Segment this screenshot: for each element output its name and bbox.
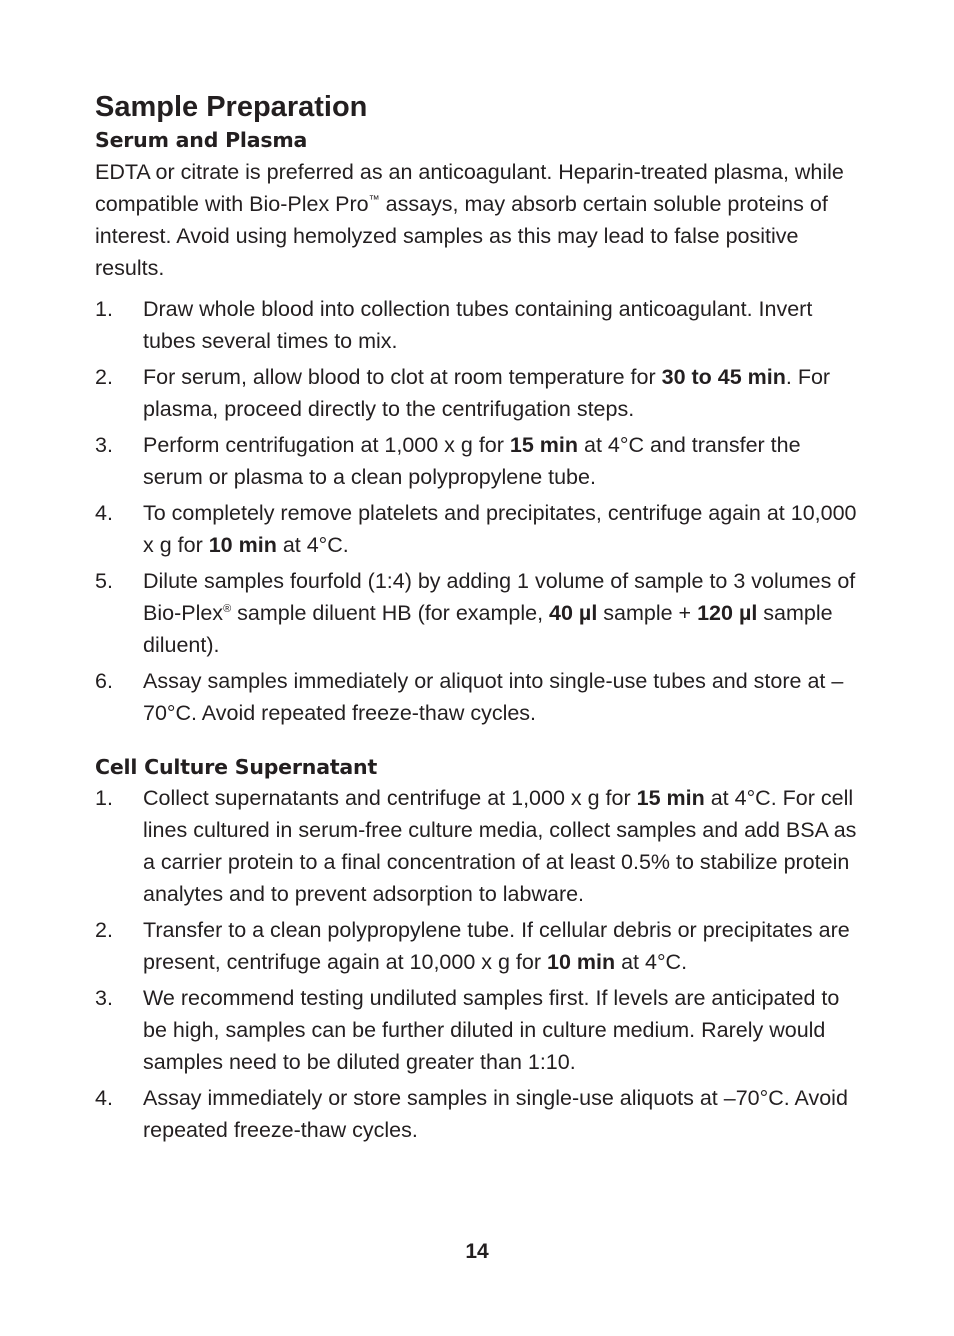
list-item <box>95 293 865 357</box>
step-text: Assay samples immediately or aliquot into single-use tubes and store at –70°C. Avoid repeated freeze-thaw cycles. <box>143 669 844 725</box>
serum-steps-list <box>95 293 865 729</box>
page-number: 14 <box>465 1240 489 1263</box>
step-text: To completely remove platelets and precipitates, centrifuge again at 10,000 x g for <box>143 501 857 557</box>
step-text: . For plasma, proceed directly to the centrifugation steps. <box>143 365 831 421</box>
trademark-symbol: ™ <box>368 194 380 206</box>
list-item <box>95 361 865 425</box>
step-number: 6. <box>95 669 113 693</box>
step-text: We recommend testing undiluted samples first. If levels are anticipated to be high, samples can be further diluted in culture medium. Rarely would samples need to be diluted greater than 1:10. <box>143 986 840 1074</box>
step-number: 5. <box>95 569 113 593</box>
culture-steps-list <box>95 782 865 1146</box>
step-number: 4. <box>95 1086 113 1110</box>
intro-text-a: EDTA or citrate is preferred as an anticoagulant. Heparin-treated plasma, while compatible with Bio-Plex Pro <box>95 160 844 216</box>
step-text: For serum, allow blood to clot at room temperature for <box>143 365 662 389</box>
step-number: 3. <box>95 433 113 457</box>
section-heading-culture: Cell Culture Supernatant <box>95 755 378 779</box>
step-emphasis: 120 µl <box>697 601 758 625</box>
step-emphasis: 40 µl <box>549 601 598 625</box>
step-emphasis: 30 to 45 min <box>661 365 786 389</box>
step-emphasis: 15 min <box>509 433 579 457</box>
step-number: 4. <box>95 501 113 525</box>
registered-symbol: ® <box>223 603 232 615</box>
list-item <box>95 565 865 661</box>
step-text: sample diluent HB (for example, <box>231 601 550 625</box>
step-text: at 4°C. For cell lines cultured in serum-free culture media, collect samples and add BSA as a carrier protein to a final concentration of at least 0.5% to stabilize protein analytes and to prevent adsorption to labware. <box>143 786 857 906</box>
list-item <box>95 665 865 729</box>
section-heading-serum: Serum and Plasma <box>95 128 308 152</box>
step-text: at 4°C and transfer the serum or plasma to a clean polypropylene tube. <box>143 433 801 489</box>
list-item <box>95 429 865 493</box>
page-title: Sample Preparation <box>95 91 368 123</box>
step-text: Assay immediately or store samples in single-use aliquots at –70°C. Avoid repeated freeze-thaw cycles. <box>143 1086 848 1142</box>
list-item <box>95 497 865 561</box>
step-emphasis: 15 min <box>636 786 705 810</box>
step-emphasis: 10 min <box>208 533 277 557</box>
step-text: Collect supernatants and centrifuge at 1,000 x g for <box>143 786 637 810</box>
list-item <box>95 1082 865 1146</box>
list-item <box>95 982 865 1078</box>
step-text: Draw whole blood into collection tubes containing anticoagulant. Invert tubes several times to mix. <box>143 297 813 353</box>
step-text: Perform centrifugation at 1,000 x g for <box>143 433 510 457</box>
list-item <box>95 782 865 910</box>
step-emphasis: 10 min <box>547 950 616 974</box>
step-number: 2. <box>95 918 113 942</box>
step-text: at 4°C. <box>615 950 688 974</box>
step-number: 1. <box>95 786 113 810</box>
step-text: sample + <box>597 601 698 625</box>
step-text: at 4°C. <box>276 533 349 557</box>
document-page <box>95 88 865 1146</box>
step-text: Dilute samples fourfold (1:4) by adding 1 volume of sample to 3 volumes of Bio-Plex <box>143 569 856 625</box>
step-text: sample diluent). <box>143 601 833 657</box>
step-text: Transfer to a clean polypropylene tube. If cellular debris or precipitates are present, centrifuge again at 10,000 x g for <box>143 918 850 974</box>
step-number: 3. <box>95 986 113 1010</box>
step-number: 2. <box>95 365 113 389</box>
list-item <box>95 914 865 978</box>
step-number: 1. <box>95 297 113 321</box>
intro-text-b: assays, may absorb certain soluble proteins of interest. Avoid using hemolyzed samples as this may lead to false positive results. <box>95 192 828 280</box>
serum-intro-paragraph <box>95 156 865 284</box>
